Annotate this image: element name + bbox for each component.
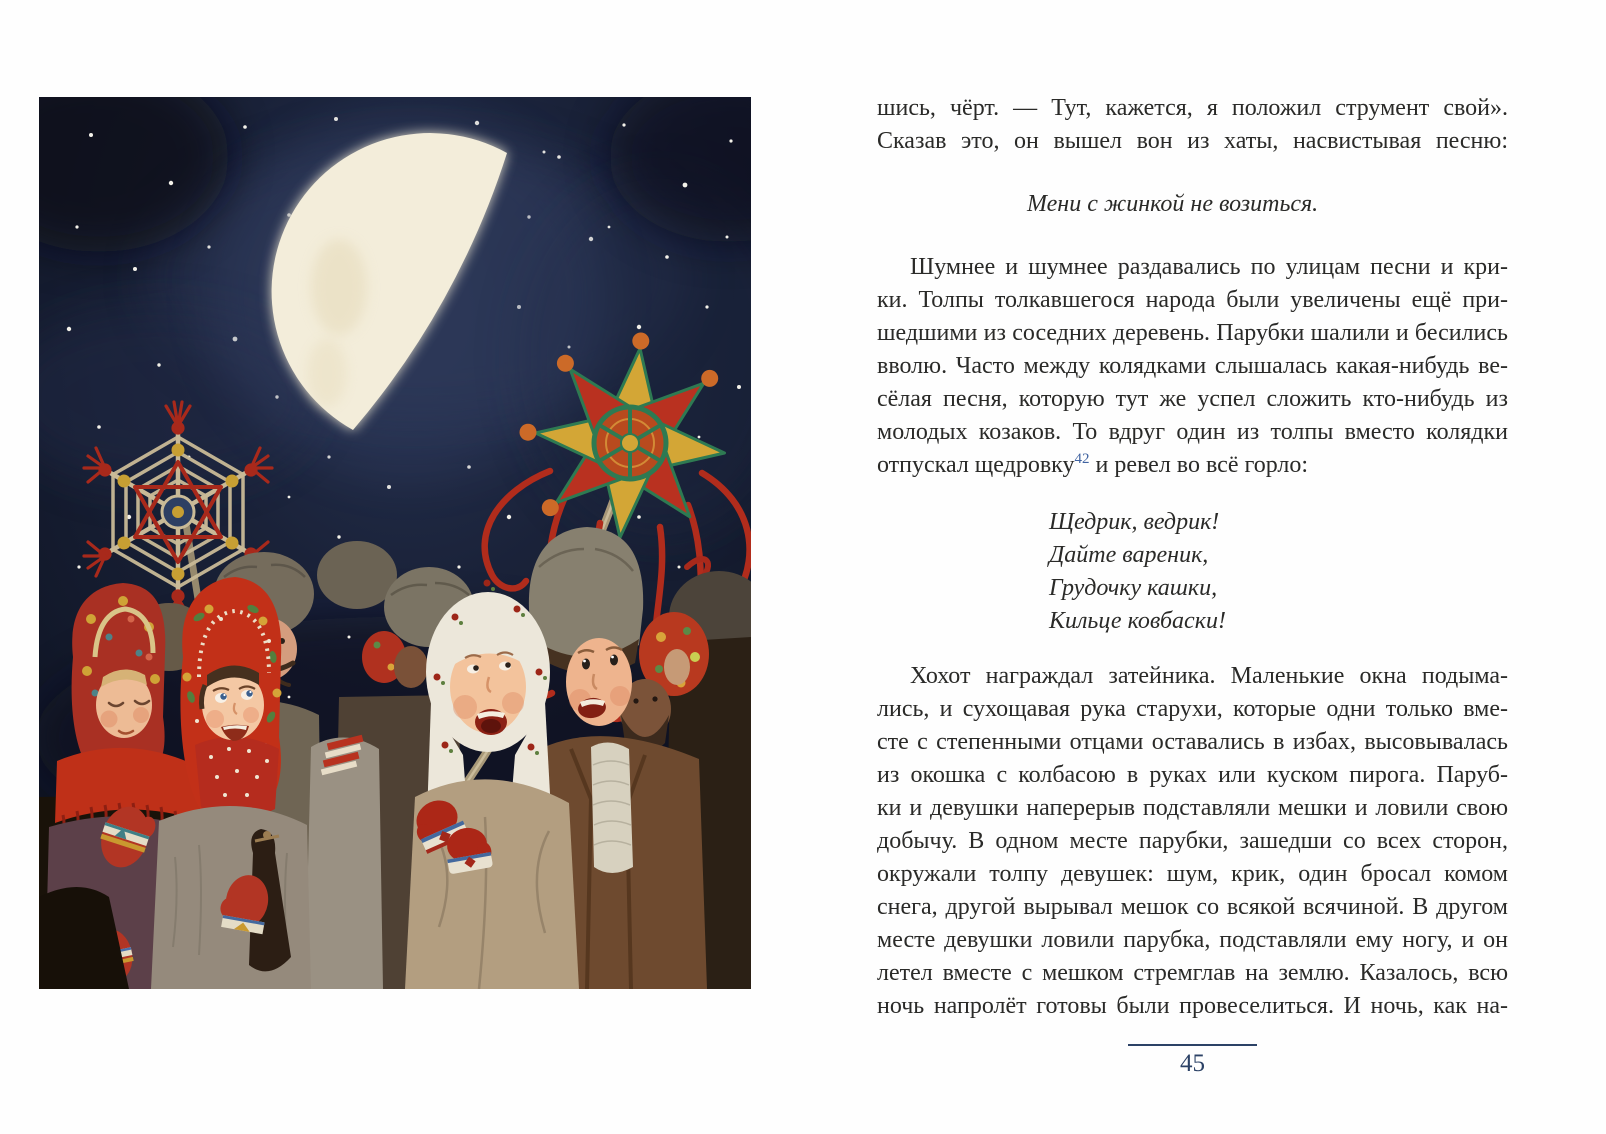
text-line: шедшими из соседних деревень. Парубки шалили и бесились <box>877 320 1508 346</box>
verse-1 <box>1027 188 1508 221</box>
text-line <box>877 449 1508 482</box>
footer-rule <box>1128 1044 1257 1046</box>
text-line: ки и девушки наперерыв подставляли мешки и ловили свою <box>877 795 1508 821</box>
text-line: ночь напролёт готовы были провеселиться. И ночь, как на- <box>877 993 1508 1019</box>
text-segment: и ревел во всё горло: <box>1089 452 1309 478</box>
page-footer <box>877 1044 1508 1077</box>
verse-line: Мени с жинкой не возиться. <box>1027 191 1319 217</box>
illustration-canvas <box>39 97 751 989</box>
verse-line: Грудочку кашки, <box>1049 575 1218 601</box>
verse-2 <box>1049 506 1508 638</box>
verse-line: Кильце ковбаски! <box>1049 608 1226 634</box>
text-line: снега, другой вырывал мешок со всякой всячиной. В другом <box>877 894 1508 920</box>
text-line: из окошка с колбасою в руках или куском пирога. Паруб- <box>877 762 1508 788</box>
text-line: ки. Толпы толкавшегося народа были увеличены ещё при- <box>877 287 1508 313</box>
paragraph-1 <box>877 92 1508 158</box>
paragraph-2 <box>877 251 1508 482</box>
striped-scarf-figure <box>305 735 383 989</box>
text-line: сте с степенными отцами оставались в избах, высовывалась <box>877 729 1508 755</box>
text-line: летел вместе с мешком стремглав на землю. Казалось, всю <box>877 960 1508 986</box>
page-text-column <box>877 92 1508 1023</box>
page-number: 45 <box>1180 1050 1205 1077</box>
text-line: месте девушки ловили парубка, подставляли ему ногу, и он <box>877 927 1508 953</box>
text-line: лись, и сухощавая рука старухи, которые одни только вме- <box>877 696 1508 722</box>
paragraph-3 <box>877 660 1508 1023</box>
text-line: молодых козаков. То вдруг один из толпы вместо колядки <box>877 419 1508 445</box>
text-line: добычу. В одном месте парубки, зашедши со всех сторон, <box>877 828 1508 854</box>
text-line: сёлая песня, которую тут же успел сложить кто-нибудь из <box>877 386 1508 412</box>
verse-line: Щедрик, ведрик! <box>1049 509 1220 535</box>
text-line: шись, чёрт. — Тут, кажется, я положил струмент свой». <box>877 95 1508 121</box>
text-line: Хохот награждал затейника. Маленькие окна подыма- <box>910 663 1508 689</box>
text-segment: отпускал щедровку <box>877 452 1075 478</box>
text-line: окружали толпу девушек: шум, крик, один бросал комом <box>877 861 1508 887</box>
book-illustration <box>39 97 751 989</box>
verse-line: Дайте вареник, <box>1049 542 1209 568</box>
text-line: Шумнее и шумнее раздавались по улицам песни и кри- <box>910 254 1508 280</box>
text-line: вволю. Часто между колядками слышалась какая-нибудь ве- <box>877 353 1508 379</box>
text-line: Сказав это, он вышел вон из хаты, насвистывая песню: <box>877 128 1508 154</box>
footnote-ref: 42 <box>1074 451 1090 467</box>
crescent-moon <box>209 117 609 477</box>
